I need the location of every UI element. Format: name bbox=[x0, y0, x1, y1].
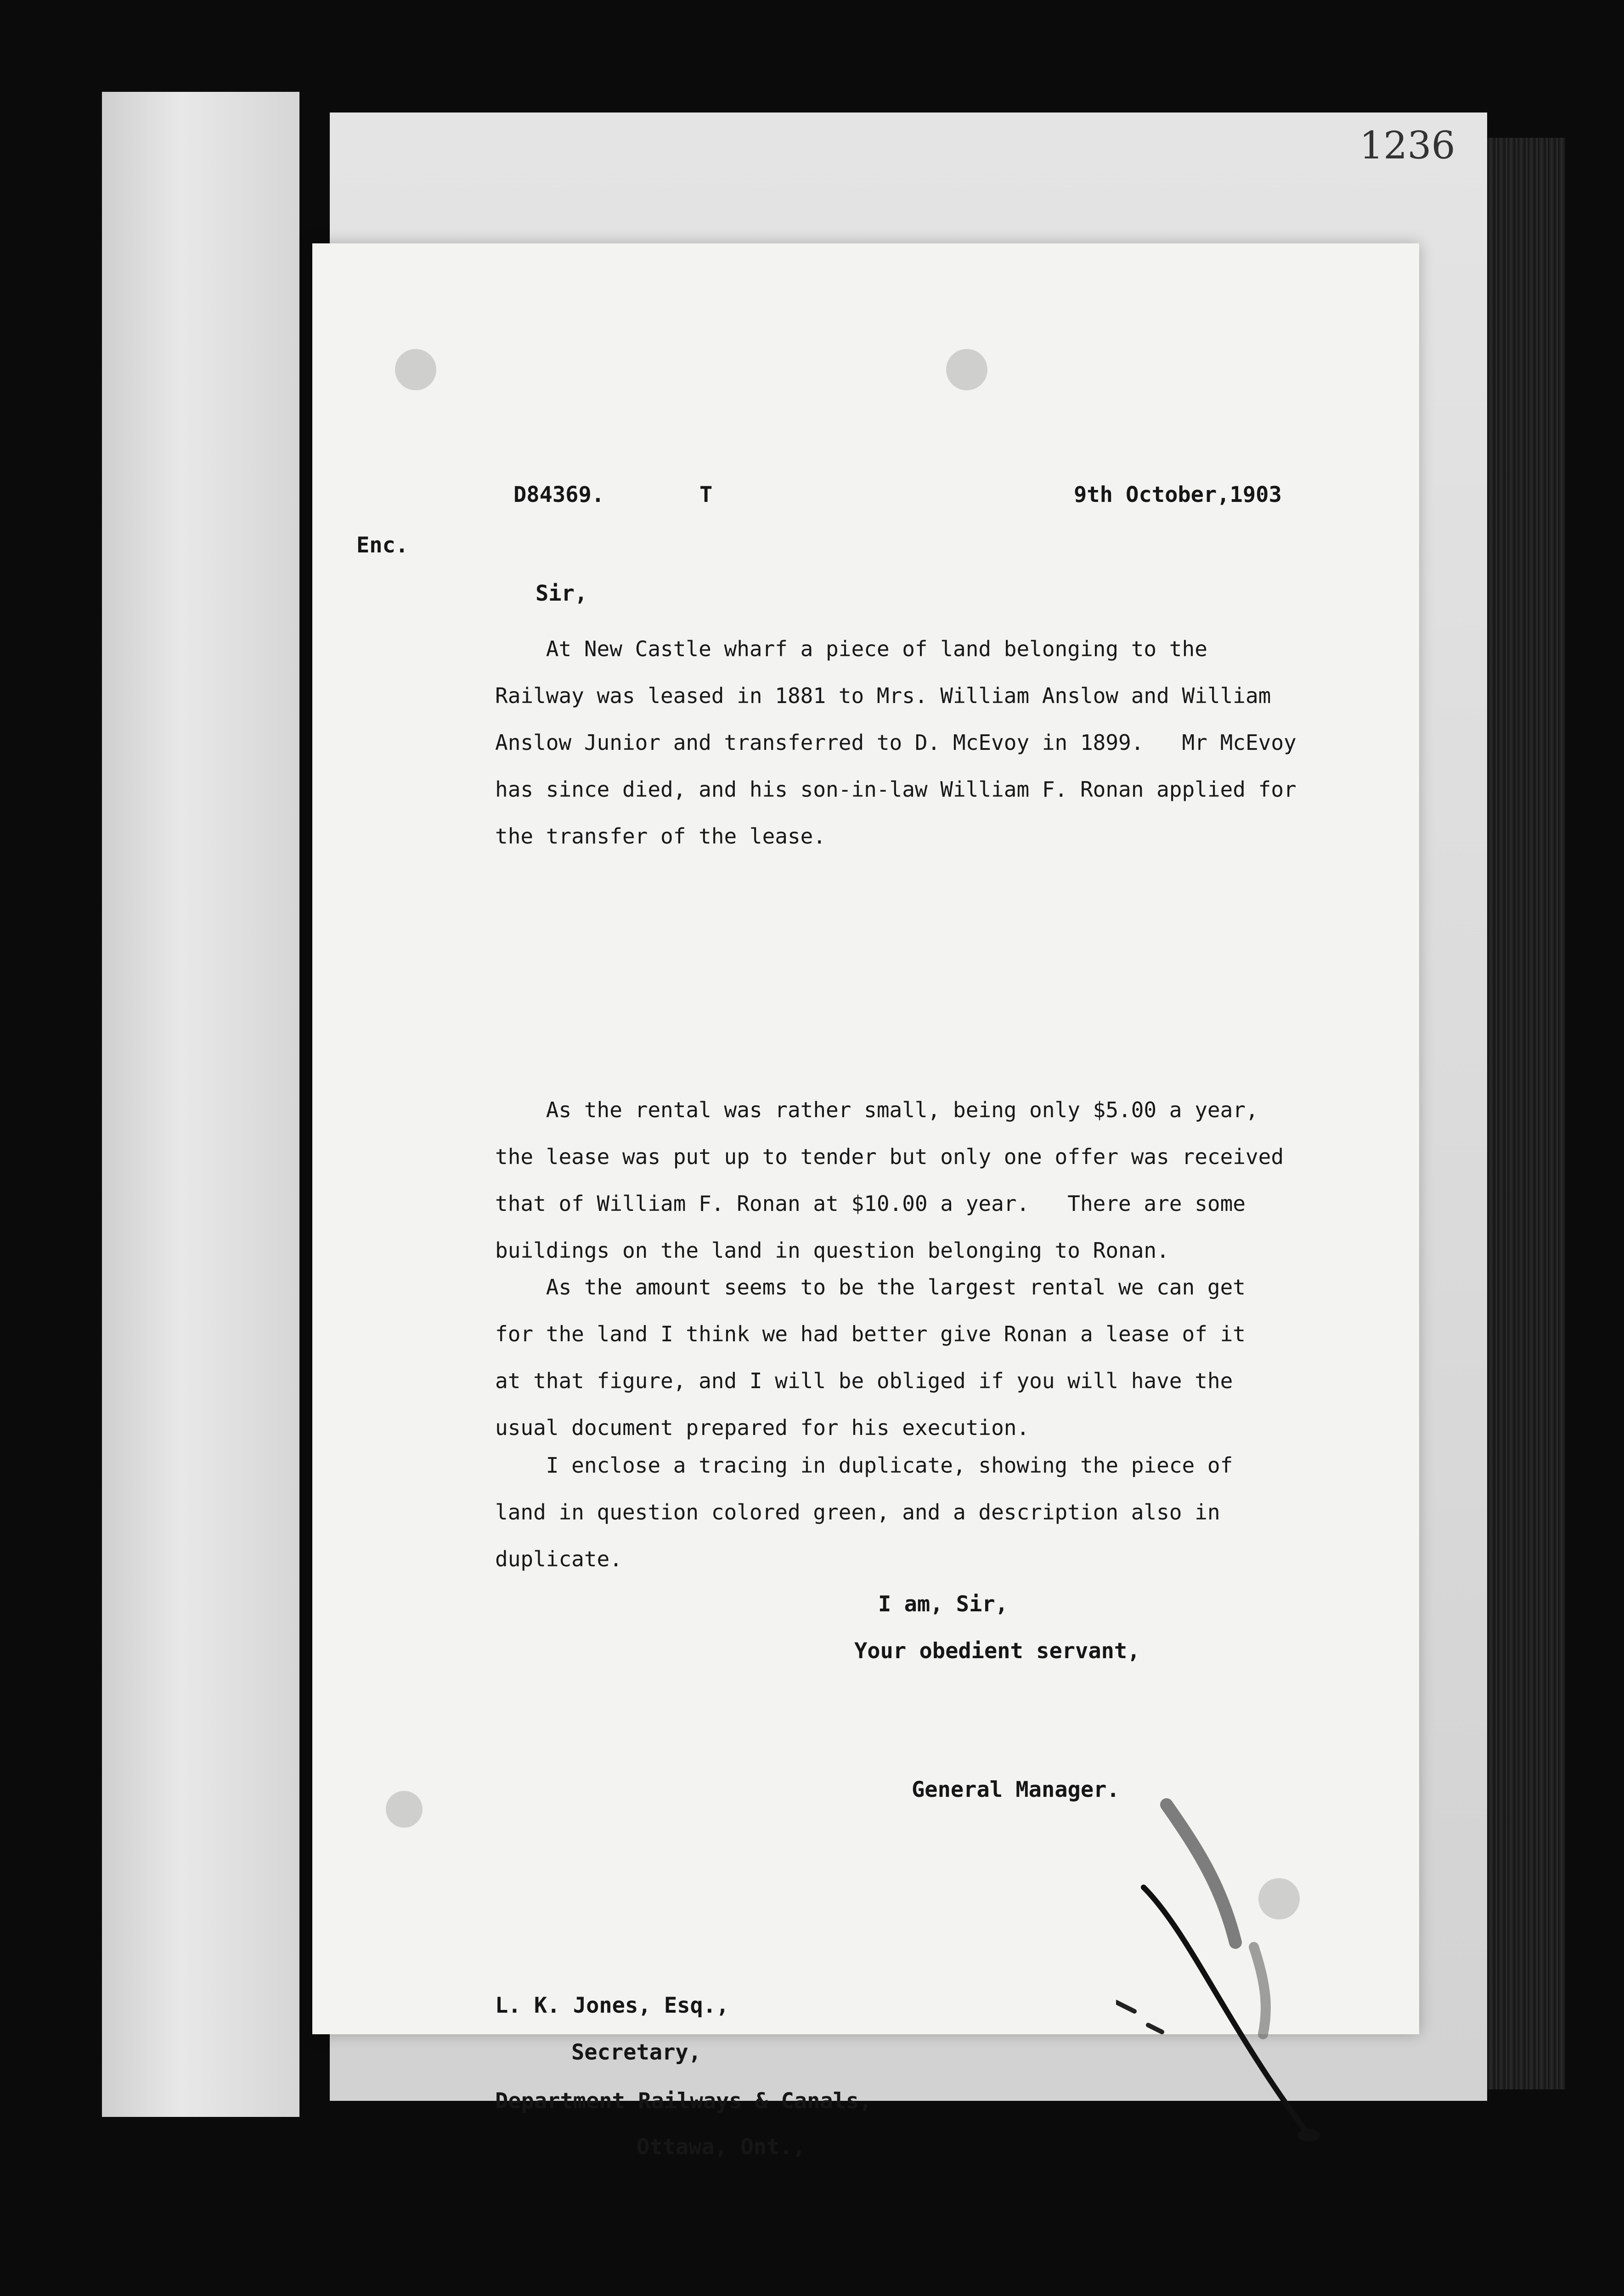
text-line: buildings on the land in question belonging to Ronan. bbox=[495, 1238, 1169, 1263]
text-line: for the land I think we had better give Ronan a lease of it bbox=[495, 1322, 1246, 1346]
enclosure-note: Enc. bbox=[356, 533, 409, 558]
paragraph-1 bbox=[495, 625, 1395, 860]
paragraph-3 bbox=[495, 1264, 1395, 1451]
recipient-name: L. K. Jones, Esq., bbox=[495, 1993, 729, 2018]
text-line: that of William F. Ronan at $10.00 a year. There are some bbox=[495, 1191, 1246, 1216]
paragraph-2 bbox=[495, 1086, 1395, 1274]
text-line: As the rental was rather small, being only $5.00 a year, bbox=[495, 1097, 1258, 1122]
text-line: land in question colored green, and a description also in bbox=[495, 1500, 1220, 1525]
text-line: Anslow Junior and transferred to D. McEvoy in 1899. Mr McEvoy bbox=[495, 730, 1297, 755]
ink-smudge bbox=[386, 1791, 423, 1828]
reference-mark: T bbox=[699, 482, 713, 507]
page-stack-edge bbox=[1487, 138, 1565, 2089]
text-line: duplicate. bbox=[495, 1547, 622, 1571]
folio-number: 1236 bbox=[1359, 124, 1455, 168]
closing-line: I am, Sir, bbox=[878, 1592, 1008, 1617]
text-line: has since died, and his son-in-law William F. Ronan applied for bbox=[495, 777, 1297, 802]
recipient-department: Department Railways & Canals, bbox=[495, 2088, 872, 2114]
left-page-edge bbox=[102, 92, 299, 2117]
text-line: the lease was put up to tender but only one offer was received bbox=[495, 1144, 1284, 1169]
text-line: I enclose a tracing in duplicate, showing the piece of bbox=[495, 1453, 1233, 1478]
recipient-title: Secretary, bbox=[571, 2040, 701, 2065]
handwritten-signature bbox=[1116, 1795, 1355, 2163]
recipient-city: Ottawa, Ont., bbox=[637, 2134, 806, 2160]
closing-line: Your obedient servant, bbox=[854, 1638, 1140, 1664]
letter-page bbox=[312, 243, 1419, 2160]
text-line: Railway was leased in 1881 to Mrs. William Anslow and William bbox=[495, 683, 1271, 708]
text-line: At New Castle wharf a piece of land belonging to the bbox=[495, 636, 1207, 661]
text-line: As the amount seems to be the largest rental we can get bbox=[495, 1275, 1246, 1300]
letter-date: 9th October,1903 bbox=[1074, 482, 1282, 507]
ink-smudge bbox=[946, 349, 987, 390]
text-line: at that figure, and I will be obliged if you will have the bbox=[495, 1368, 1233, 1393]
signoff-title: General Manager. bbox=[912, 1777, 1120, 1802]
reference-number: D84369. bbox=[513, 482, 605, 507]
ink-smudge bbox=[395, 349, 436, 390]
text-line: the transfer of the lease. bbox=[495, 824, 826, 849]
paragraph-4 bbox=[495, 1442, 1395, 1582]
text-line: usual document prepared for his execution. bbox=[495, 1415, 1030, 1440]
salutation: Sir, bbox=[536, 581, 588, 606]
